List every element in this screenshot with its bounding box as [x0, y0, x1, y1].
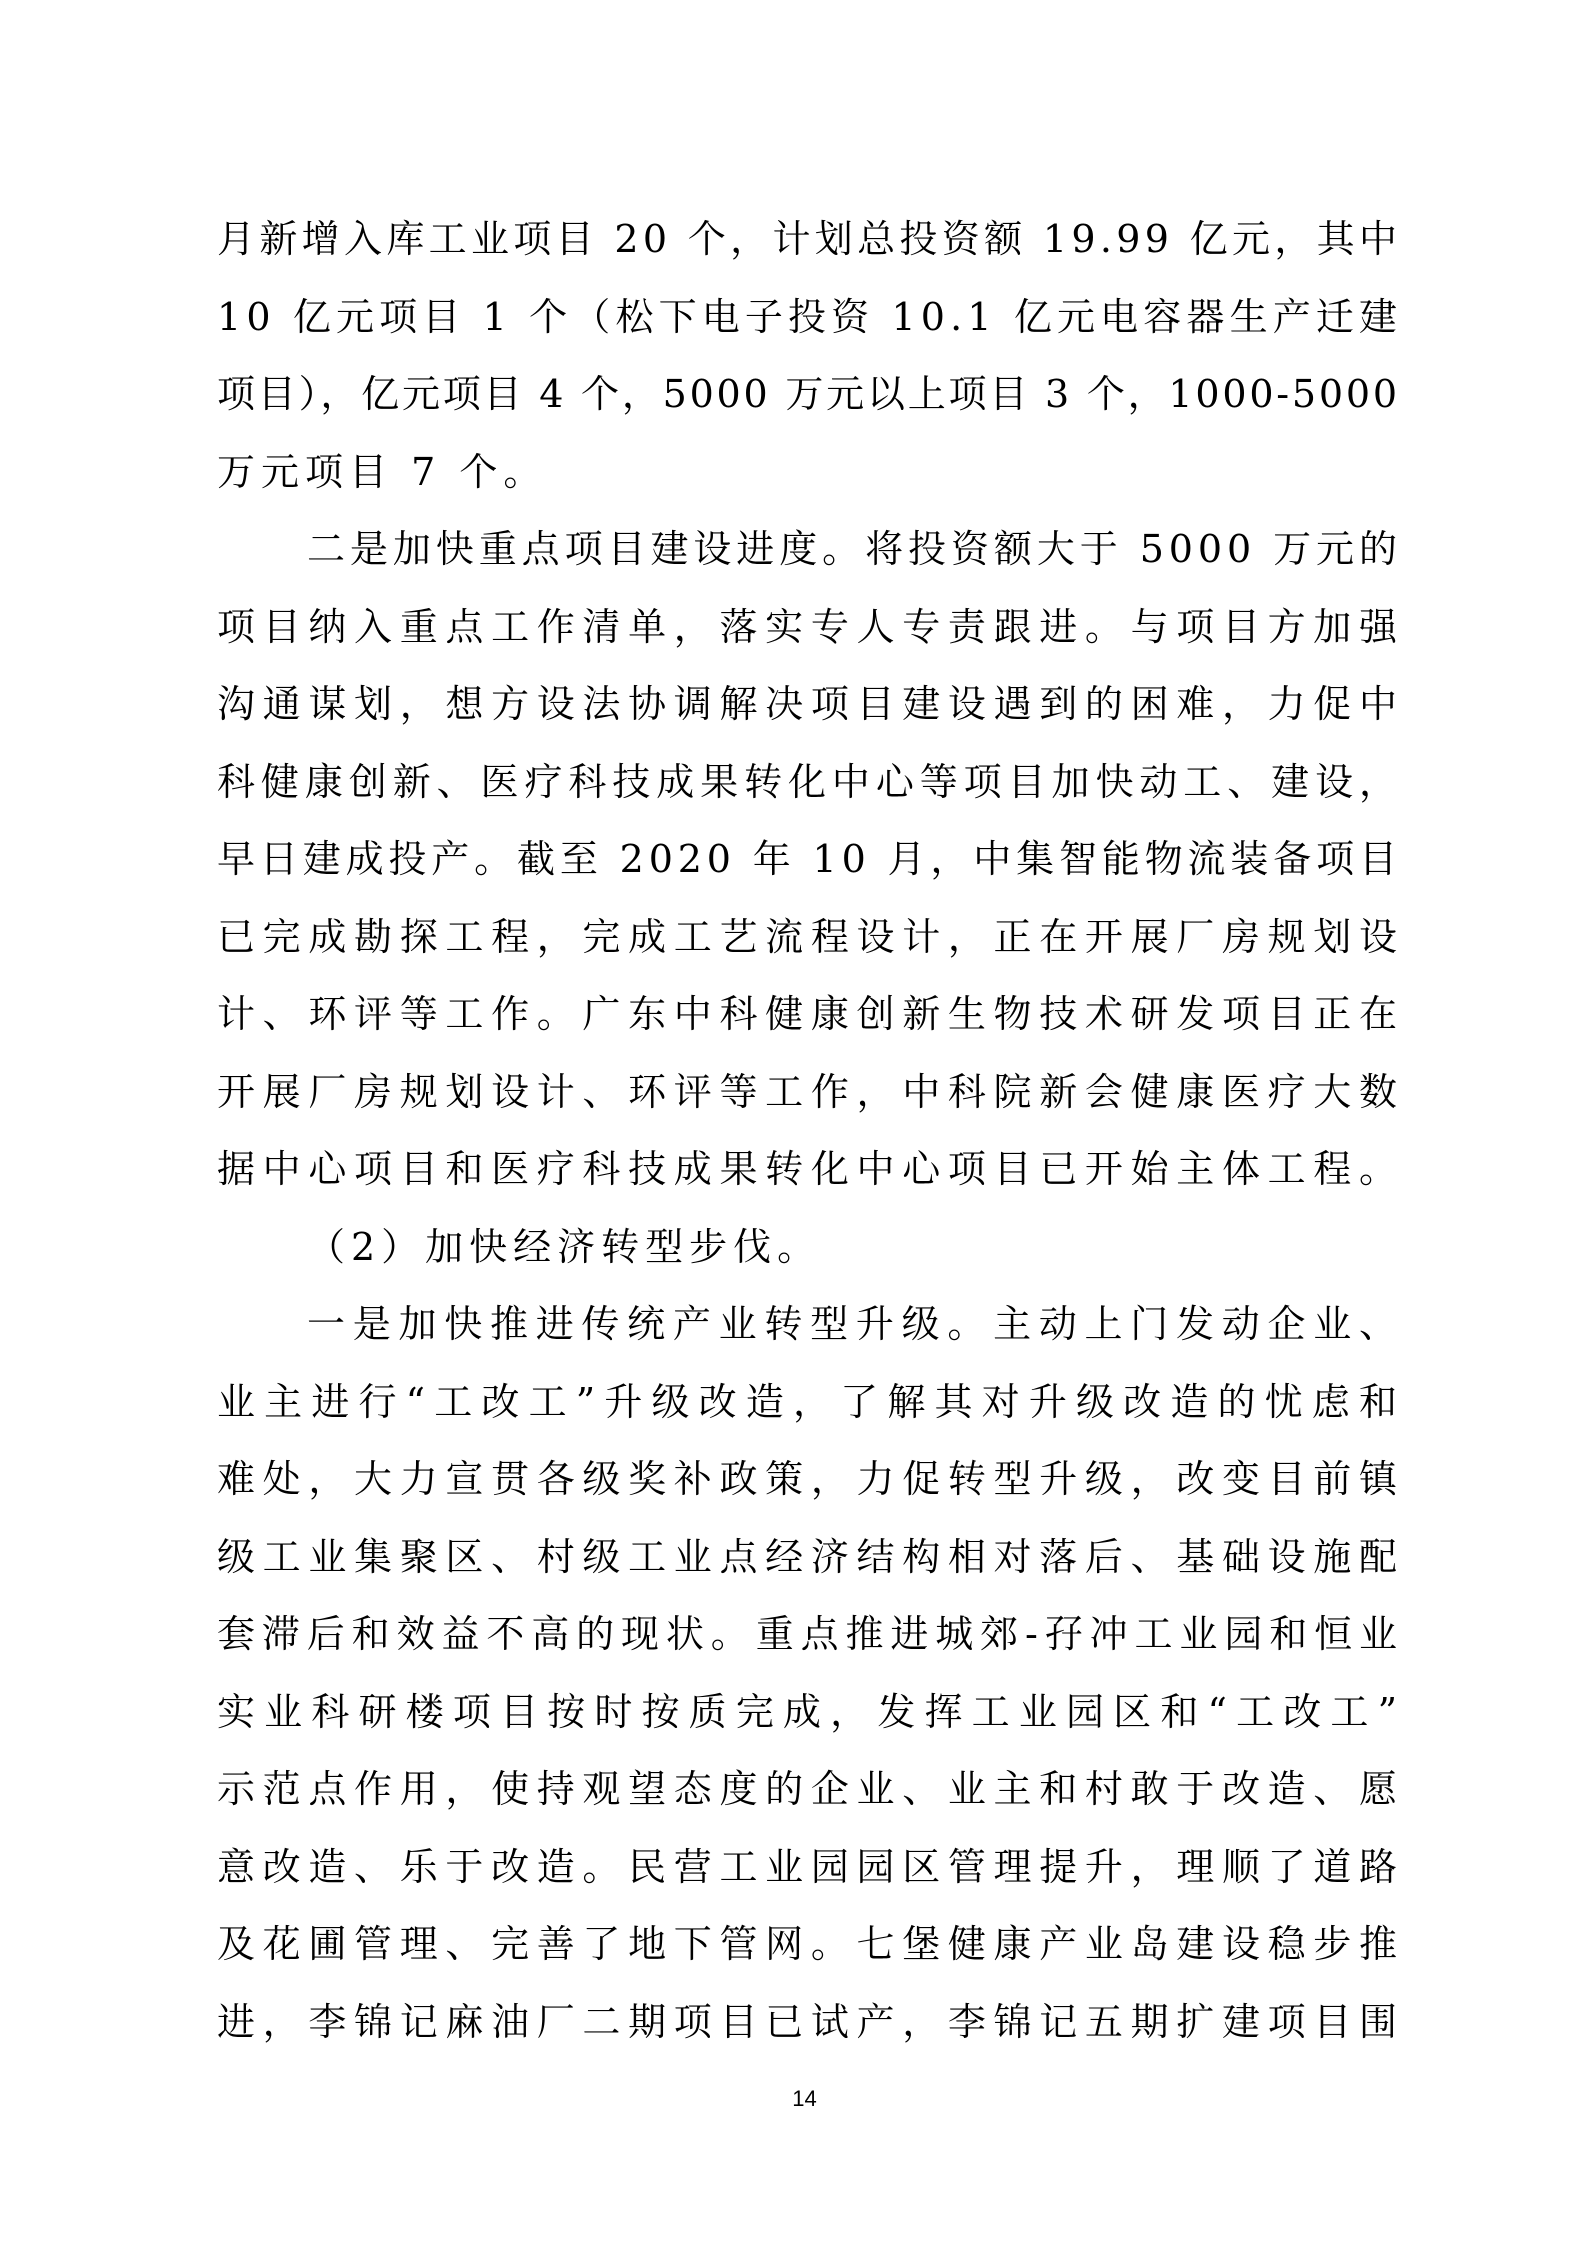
text-line	[217, 1364, 1407, 1442]
page-number: 14	[792, 2086, 817, 2111]
text-line	[217, 1829, 1405, 1907]
text-line-content: 业主进行“工改工”升级改造，了解其对升级改造的忧虑和	[217, 1379, 1407, 1424]
text-line-content: 难处，大力宣贯各级奖补政策，力促转型升级，改变目前镇	[217, 1457, 1405, 1501]
text-line	[217, 589, 1405, 667]
text-line-content: 月新增入库工业项目 20 个，计划总投资额 19.99 亿元，其中	[217, 217, 1402, 261]
text-line	[217, 356, 1400, 434]
text-line-content: 进，李锦记麻油厂二期项目已试产，李锦记五期扩建项目围	[217, 1999, 1405, 2044]
body-text	[217, 201, 1407, 2061]
text-line-content: 已完成勘探工程，完成工艺流程设计，正在开展厂房规划设	[217, 914, 1405, 959]
text-line-content: 项目纳入重点工作清单，落实专人专责跟进。与项目方加强	[217, 604, 1405, 649]
paragraph-first-line	[307, 1286, 1405, 1364]
text-line-content: 套滞后和效益不高的现状。重点推进城郊-孖冲工业园和恒业	[217, 1612, 1404, 1656]
text-line	[217, 744, 1403, 822]
text-line	[217, 434, 1397, 512]
text-line-content: 意改造、乐于改造。民营工业园园区管理提升，理顺了道路	[217, 1844, 1405, 1889]
text-line	[217, 1984, 1405, 2062]
text-line-content: 项目），亿元项目 4 个，5000 万元以上项目 3 个，1000-5000	[217, 372, 1400, 416]
text-line	[217, 1054, 1405, 1132]
text-line	[217, 1596, 1404, 1674]
section-heading-text: （2）加快经济转型步伐。	[307, 1224, 822, 1269]
text-line	[217, 666, 1405, 744]
text-line-content: 二是加快重点项目建设进度。将投资额大于 5000 万元的	[307, 527, 1402, 571]
section-heading	[307, 1209, 1397, 1287]
text-line	[217, 899, 1405, 977]
text-line-content: 一是加快推进传统产业转型升级。主动上门发动企业、	[307, 1302, 1405, 1346]
text-line	[217, 1751, 1405, 1829]
text-line	[217, 821, 1402, 899]
text-line-content: 万元项目 7 个。	[217, 449, 548, 494]
text-line-content: 据中心项目和医疗科技成果转化中心项目已开始主体工程。	[217, 1147, 1405, 1191]
text-line	[217, 1519, 1405, 1597]
text-line-content: 科健康创新、医疗科技成果转化中心等项目加快动工、建设，	[217, 759, 1403, 804]
text-line-content: 实业科研楼项目按时按质完成，发挥工业园区和“工改工”	[217, 1689, 1407, 1734]
text-line-content: 10 亿元项目 1 个（松下电子投资 10.1 亿元电容器生产迁建	[217, 294, 1403, 339]
text-line	[217, 279, 1403, 357]
text-line	[217, 1131, 1405, 1209]
text-line	[217, 1674, 1407, 1752]
text-line-content: 开展厂房规划设计、环评等工作，中科院新会健康医疗大数	[217, 1069, 1405, 1114]
text-line-content: 示范点作用，使持观望态度的企业、业主和村敢于改造、愿	[217, 1767, 1405, 1811]
text-line	[217, 1906, 1405, 1984]
text-line-content: 及花圃管理、完善了地下管网。七堡健康产业岛建设稳步推	[217, 1922, 1405, 1966]
text-line	[217, 976, 1405, 1054]
text-line	[217, 1441, 1405, 1519]
text-line-content: 级工业集聚区、村级工业点经济结构相对落后、基础设施配	[217, 1534, 1405, 1579]
text-line	[217, 201, 1402, 279]
text-line-content: 计、环评等工作。广东中科健康创新生物技术研发项目正在	[217, 992, 1405, 1036]
text-line-content: 沟通谋划，想方设法协调解决项目建设遇到的困难，力促中	[217, 682, 1405, 726]
text-line-content: 早日建成投产。截至 2020 年 10 月，中集智能物流装备项目	[217, 837, 1402, 881]
paragraph-first-line	[307, 511, 1402, 589]
